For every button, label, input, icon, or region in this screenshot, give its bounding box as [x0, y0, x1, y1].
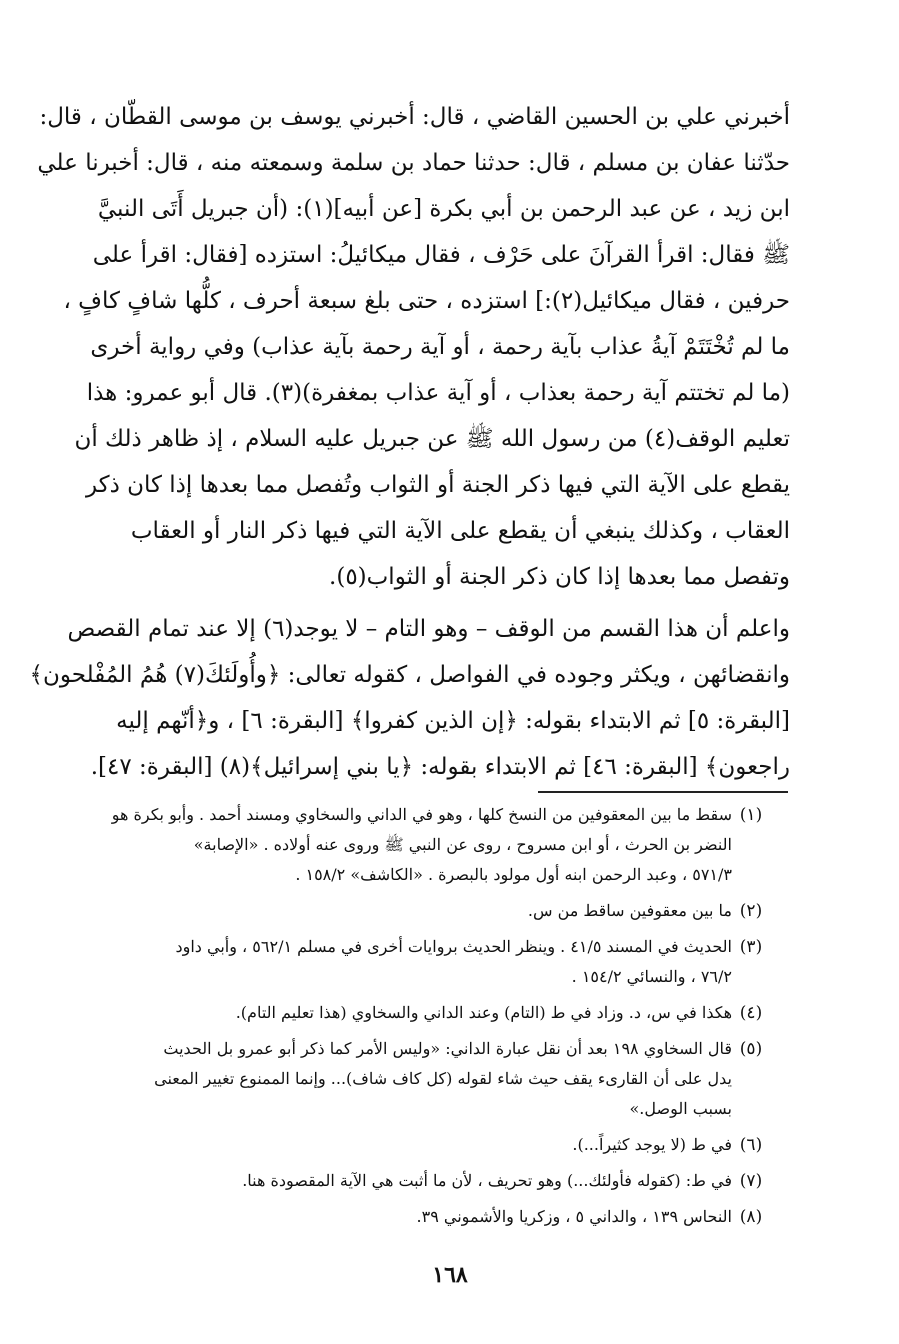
text-line: حدّثنا عفان بن مسلم ، قال: حدثنا حماد بن سلمة وسمعته منه ، قال: أخبرنا علي [37, 150, 790, 176]
footnote-line: سقط ما بين المعقوفين من النسخ كلها ، وهو في الداني والسخاوي ومسند أحمد . وأبو بكرة هو [111, 805, 732, 824]
text-line: واعلم أن هذا القسم من الوقف – وهو التام – لا يوجد(٦) إلا عند تمام القصص [67, 616, 790, 642]
footnote-number: (١) [739, 805, 763, 825]
footnote-line: الحديث في المسند ٤١/٥ . وينظر الحديث بروايات أخرى في مسلم ٥٦٢/١ ، وأبي داود [175, 937, 732, 956]
footnote-text [70, 1034, 732, 1124]
footnote-text [70, 998, 732, 1028]
text-line: راجعون﴾ [البقرة: ٤٦] ثم الابتداء بقوله: ﴿يا بني إسرائيل﴾(٨) [البقرة: ٤٧]. [90, 754, 790, 780]
footnote-number: (٧) [739, 1171, 763, 1191]
text-line: [البقرة: ٥] ثم الابتداء بقوله: ﴿إن الذين كفروا﴾ [البقرة: ٦] ، و﴿أنّهم إليه [116, 708, 790, 734]
footnote-7 [70, 1166, 770, 1196]
footnote-text [70, 1166, 732, 1196]
paragraph-1 [37, 94, 790, 600]
text-line: ما لم تُخْتَتَمْ آيةُ عذاب بآية رحمة ، أو آية رحمة بآية عذاب) وفي رواية أخرى [90, 334, 790, 360]
footnote-number: (٣) [739, 937, 763, 957]
footnote-line: قال السخاوي ١٩٨ بعد أن نقل عبارة الداني: «وليس الأمر كما ذكر أبو عمرو بل الحديث [163, 1039, 732, 1058]
footnote-8 [70, 1202, 770, 1232]
text-line: أخبرني علي بن الحسين القاضي ، قال: أخبرني يوسف بن موسى القطّان ، قال: [39, 104, 790, 130]
footnote-line: ما بين معقوفين ساقط من س. [527, 901, 732, 920]
text-line: وتفصل مما بعدها إذا كان ذكر الجنة أو الثواب(٥). [329, 564, 790, 590]
footnote-text [70, 1130, 732, 1160]
footnote-line: هكذا في س، د. وزاد في ط (التام) وعند الداني والسخاوي (هذا تعليم التام). [235, 1003, 732, 1022]
footnote-3 [70, 932, 770, 992]
text-line: يقطع على الآية التي فيها ذكر الجنة أو الثواب وتُفصل مما بعدها إذا كان ذكر [85, 472, 790, 498]
main-text [29, 94, 790, 790]
text-line: العقاب ، وكذلك ينبغي أن يقطع على الآية التي فيها ذكر النار أو العقاب [130, 518, 790, 544]
footnote-5 [70, 1034, 770, 1124]
footnote-line: في ط (لا يوجد كثيراً...). [572, 1135, 732, 1154]
footnote-line: بسبب الوصل.» [629, 1099, 732, 1118]
footnote-2 [70, 896, 770, 926]
footnote-line: ٥٧١/٣ ، وعبد الرحمن ابنه أول مولود بالبصرة . «الكاشف» ١٥٨/٢ . [295, 865, 732, 884]
footnote-divider [538, 791, 788, 793]
footnote-text [70, 896, 732, 926]
text-line: وانقضائهن ، ويكثر وجوده في الفواصل ، كقوله تعالى: ﴿وأُولَئكَ(٧) هُمُ المُفْلحون﴾ [29, 662, 790, 688]
text-line: ﷺ فقال: اقرأ القرآنَ على حَرْف ، فقال ميكائيلُ: استزده [فقال: اقرأ على [92, 242, 790, 268]
footnote-line: النضر بن الحرث ، أو ابن مسروح ، روى عن النبي ﷺ وروى عنه أولاده . «الإصابة» [193, 835, 732, 854]
text-line: حرفين ، فقال ميكائيل(٢):] استزده ، حتى بلغ سبعة أحرف ، كلُّها شافٍ كافٍ ، [63, 288, 790, 314]
text-line: ابن زيد ، عن عبد الرحمن بن أبي بكرة [عن أبيه](١): (أن جبريل أَتَى النبيَّ [97, 196, 790, 222]
text-line: (ما لم تختتم آية رحمة بعذاب ، أو آية عذاب بمغفرة)(٣). قال أبو عمرو: هذا [86, 380, 790, 406]
footnote-number: (٨) [739, 1207, 763, 1227]
footnotes [70, 800, 770, 1238]
footnote-text [70, 1202, 732, 1232]
footnote-line: في ط: (كقوله فأولئك...) وهو تحريف ، لأن ما أثبت هي الآية المقصودة هنا. [242, 1171, 732, 1190]
footnote-text [70, 800, 732, 890]
footnote-4 [70, 998, 770, 1028]
footnote-number: (٤) [739, 1003, 763, 1023]
footnote-1 [70, 800, 770, 890]
page-number: ١٦٨ [432, 1262, 468, 1288]
footnote-number: (٢) [739, 901, 763, 921]
footnote-text [70, 932, 732, 992]
footnote-line: يدل على أن القارىء يقف حيث شاء لقوله (كل كاف شاف)... وإنما الممنوع تغيير المعنى [154, 1069, 732, 1088]
footnote-line: النحاس ١٣٩ ، والداني ٥ ، وزكريا والأشموني ٣٩. [416, 1207, 732, 1226]
text-line: تعليم الوقف(٤) من رسول الله ﷺ عن جبريل عليه السلام ، إذ ظاهر ذلك أن [74, 426, 790, 452]
paragraph-2 [29, 606, 790, 790]
footnote-number: (٦) [739, 1135, 763, 1155]
footnote-number: (٥) [739, 1039, 763, 1059]
footnote-line: ٧٦/٢ ، والنسائي ١٥٤/٢ . [571, 967, 732, 986]
footnote-6 [70, 1130, 770, 1160]
